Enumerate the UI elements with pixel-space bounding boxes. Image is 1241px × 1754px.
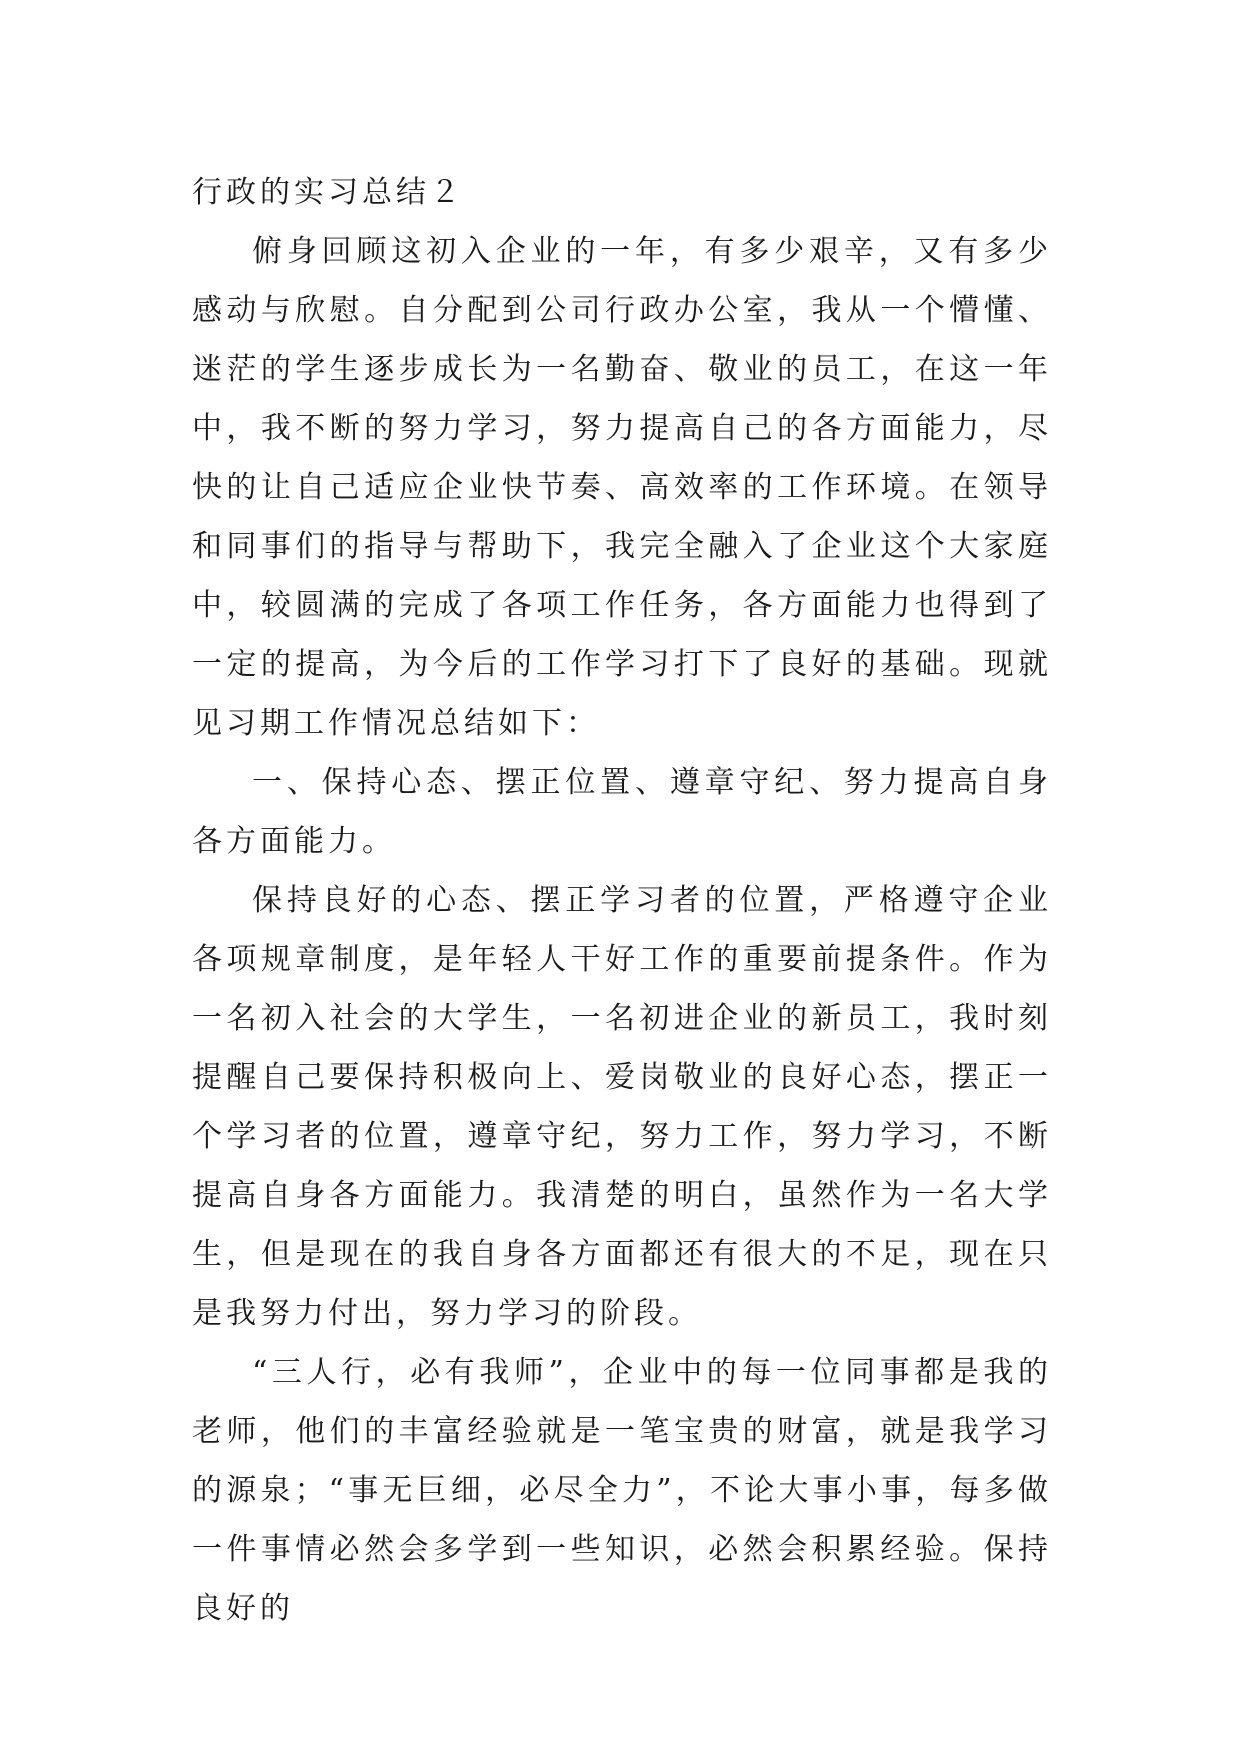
paragraph-attitude: 保持良好的心态、摆正学习者的位置，严格遵守企业各项规章制度，是年轻人干好工作的重要前提条件。作为一名初入社会的大学生，一名初进企业的新员工，我时刻提醒自己要保持积极向上、爱岗敬业的良好心态，摆正一个学习者的位置，遵章守纪，努力工作，努力学习，不断提高自身各方面能力。我清楚的明白，虽然作为一名大学生，但是现在的我自身各方面都还有很大的不足，现在只是我努力付出，努力学习的阶段。 (192, 883, 1052, 1331)
document-title: 行政的实习总结２ (192, 175, 464, 210)
section-heading-1: 一、保持心态、摆正位置、遵章守纪、努力提高自身各方面能力。 (192, 765, 1052, 859)
paragraph-intro: 俯身回顾这初入企业的一年，有多少艰辛，又有多少感动与欣慰。自分配到公司行政办公室，我从一个懵懂、迷茫的学生逐步成长为一名勤奋、敬业的员工，在这一年中，我不断的努力学习，努力提高自己的各方面能力，尽快的让自己适应企业快节奏、高效率的工作环境。在领导和同事们的指导与帮助下，我完全融入了企业这个大家庭中，较圆满的完成了各项工作任务，各方面能力也得到了一定的提高，为今后的工作学习打下了良好的基础。现就见习期工作情况总结如下： (192, 234, 1052, 741)
document-body (192, 163, 1052, 1638)
paragraph-learning: “三人行，必有我师”，企业中的每一位同事都是我的老师，他们的丰富经验就是一笔宝贵的财富，就是我学习的源泉；“事无巨细，必尽全力”，不论大事小事，每多做一件事情必然会多学到一些知识，必然会积累经验。保持良好的 (192, 1355, 1052, 1626)
